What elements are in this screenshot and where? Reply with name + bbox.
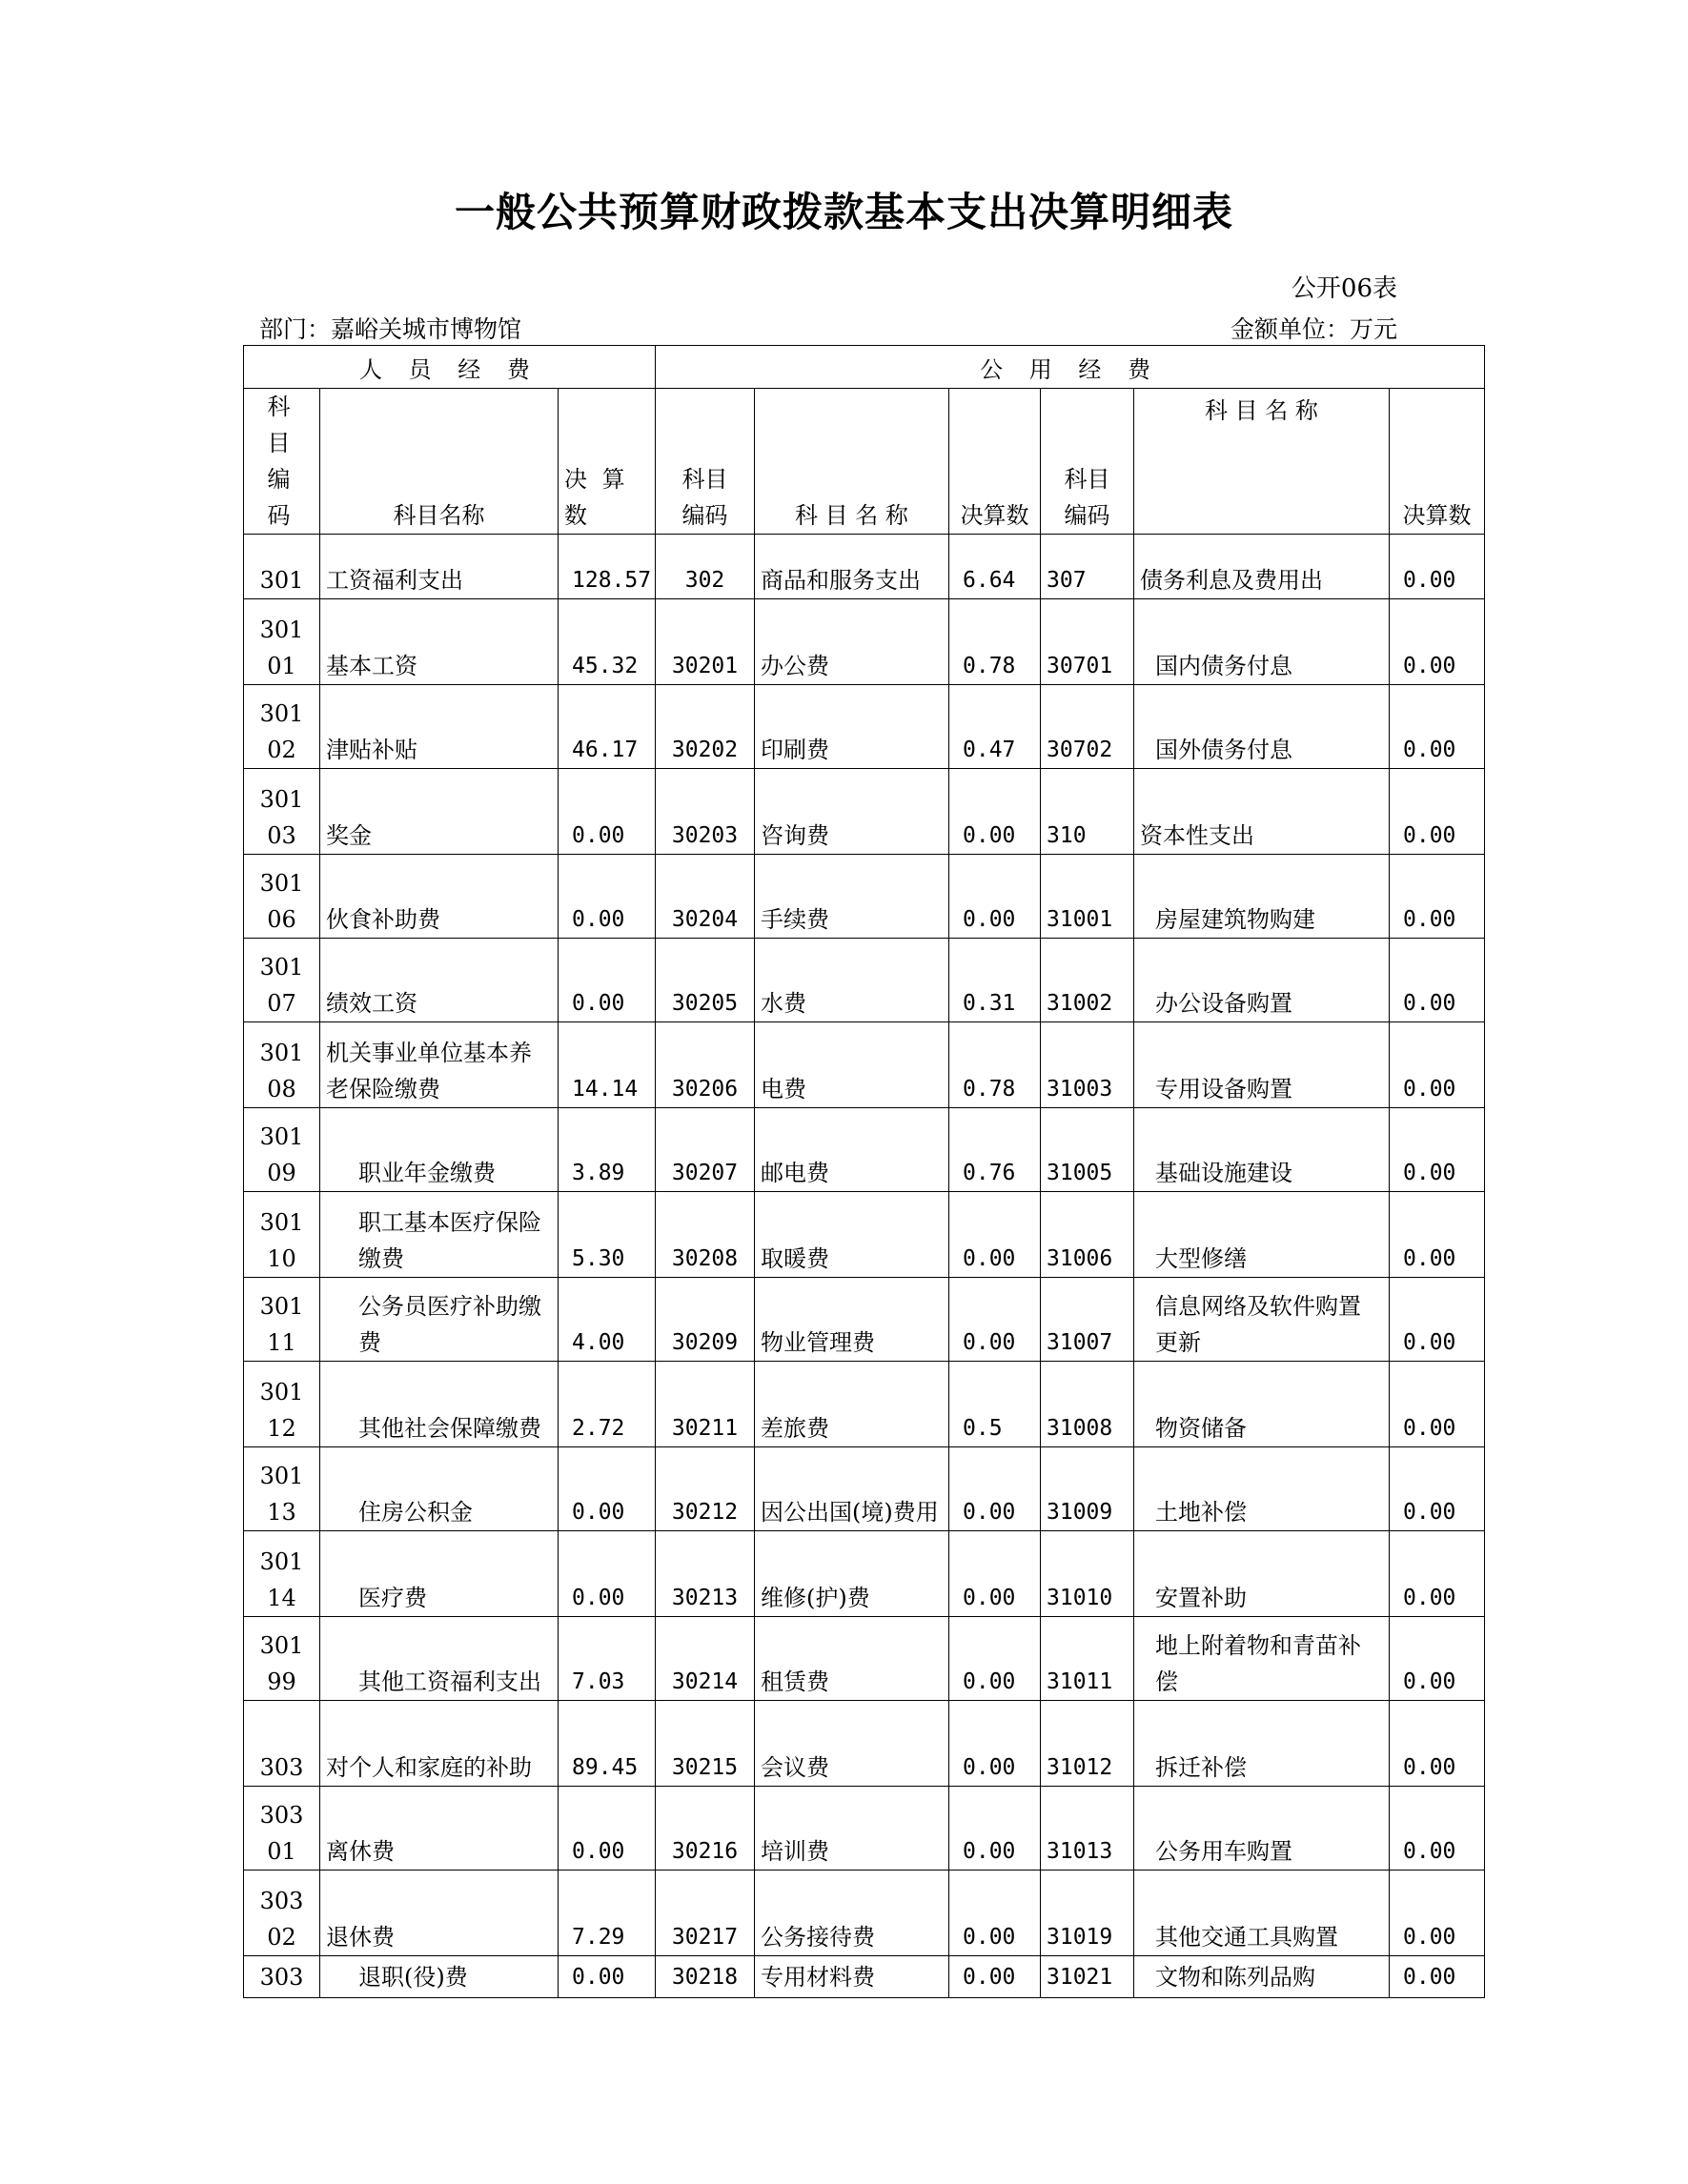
name-cell: 手续费 <box>755 855 949 939</box>
amount-cell: 0.78 <box>949 599 1041 685</box>
amount-cell: 0.00 <box>949 769 1041 855</box>
name-cell: 取暖费 <box>755 1192 949 1278</box>
code-cell: 30208 <box>656 1192 755 1278</box>
amount-cell: 0.00 <box>1390 1362 1485 1447</box>
code-cell: 301 10 <box>244 1192 320 1278</box>
code-cell: 31001 <box>1041 855 1134 939</box>
section-public: 公 用 经 费 <box>656 346 1485 389</box>
name-cell: 债务利息及费用出 <box>1134 535 1390 599</box>
name-cell: 安置补助 <box>1134 1531 1390 1617</box>
amount-cell: 0.00 <box>1390 1701 1485 1787</box>
amount-cell: 0.00 <box>1390 1192 1485 1278</box>
name-cell: 工资福利支出 <box>320 535 559 599</box>
code-cell: 30701 <box>1041 599 1134 685</box>
name-cell: 对个人和家庭的补助 <box>320 1701 559 1787</box>
code-cell: 303 01 <box>244 1787 320 1871</box>
code-cell: 31013 <box>1041 1787 1134 1871</box>
name-cell: 因公出国(境)费用 <box>755 1447 949 1531</box>
name-cell: 公务接待费 <box>755 1871 949 1956</box>
name-cell: 国外债务付息 <box>1134 685 1390 769</box>
code-cell: 301 <box>244 535 320 599</box>
code-cell: 307 <box>1041 535 1134 599</box>
table-row <box>244 1701 1485 1787</box>
table-row <box>244 1108 1485 1192</box>
name-cell: 资本性支出 <box>1134 769 1390 855</box>
code-cell: 30206 <box>656 1022 755 1108</box>
amount-cell: 0.00 <box>1390 1278 1485 1362</box>
name-cell: 绩效工资 <box>320 939 559 1022</box>
name-cell: 水费 <box>755 939 949 1022</box>
amount-cell: 0.00 <box>949 1617 1041 1701</box>
amount-cell: 0.00 <box>1390 1531 1485 1617</box>
name-cell: 地上附着物和青苗补偿 <box>1134 1617 1390 1701</box>
amount-cell: 0.00 <box>559 855 656 939</box>
amount-cell: 0.00 <box>949 1701 1041 1787</box>
name-cell: 大型修缮 <box>1134 1192 1390 1278</box>
amount-cell: 7.03 <box>559 1617 656 1701</box>
code-cell: 301 99 <box>244 1617 320 1701</box>
code-cell: 30205 <box>656 939 755 1022</box>
code-cell: 30209 <box>656 1278 755 1362</box>
code-cell: 31021 <box>1041 1956 1134 1998</box>
code-cell: 30215 <box>656 1701 755 1787</box>
code-cell: 302 <box>656 535 755 599</box>
name-cell: 租赁费 <box>755 1617 949 1701</box>
code-cell: 301 09 <box>244 1108 320 1192</box>
col-name3: 科 目 名 称 <box>1134 389 1390 535</box>
amount-cell: 5.30 <box>559 1192 656 1278</box>
amount-cell: 0.00 <box>949 1787 1041 1871</box>
name-cell: 住房公积金 <box>320 1447 559 1531</box>
code-cell: 30217 <box>656 1871 755 1956</box>
code-cell: 30702 <box>1041 685 1134 769</box>
table-row <box>244 855 1485 939</box>
code-cell: 30216 <box>656 1787 755 1871</box>
amount-cell: 0.00 <box>559 1787 656 1871</box>
name-cell: 机关事业单位基本养老保险缴费 <box>320 1022 559 1108</box>
amount-cell: 0.00 <box>1390 1617 1485 1701</box>
amount-cell: 0.78 <box>949 1022 1041 1108</box>
amount-cell: 14.14 <box>559 1022 656 1108</box>
code-cell: 31007 <box>1041 1278 1134 1362</box>
amount-cell: 0.00 <box>1390 1022 1485 1108</box>
amount-cell: 0.00 <box>559 1531 656 1617</box>
amount-cell: 0.00 <box>949 1192 1041 1278</box>
col-name2: 科 目 名 称 <box>755 389 949 535</box>
amount-cell: 0.00 <box>949 1447 1041 1531</box>
name-cell: 离休费 <box>320 1787 559 1871</box>
amount-cell: 0.00 <box>559 1447 656 1531</box>
table-row <box>244 1617 1485 1701</box>
col-code2: 科目 编码 <box>656 389 755 535</box>
amount-cell: 0.00 <box>949 855 1041 939</box>
code-cell: 31010 <box>1041 1531 1134 1617</box>
amount-cell: 0.00 <box>559 1956 656 1998</box>
amount-cell: 0.00 <box>1390 1956 1485 1998</box>
col-name1: 科目名称 <box>320 389 559 535</box>
amount-cell: 0.00 <box>1390 685 1485 769</box>
code-cell: 303 <box>244 1701 320 1787</box>
name-cell: 奖金 <box>320 769 559 855</box>
amount-cell: 0.00 <box>949 1871 1041 1956</box>
section-header-row <box>244 346 1485 389</box>
name-cell: 会议费 <box>755 1701 949 1787</box>
page-title: 一般公共预算财政拨款基本支出决算明细表 <box>454 189 1233 235</box>
code-cell: 31008 <box>1041 1362 1134 1447</box>
code-cell: 301 11 <box>244 1278 320 1362</box>
code-cell: 301 07 <box>244 939 320 1022</box>
name-cell: 邮电费 <box>755 1108 949 1192</box>
code-cell: 30212 <box>656 1447 755 1531</box>
table-row <box>244 535 1485 599</box>
amount-cell: 89.45 <box>559 1701 656 1787</box>
amount-cell: 0.00 <box>1390 599 1485 685</box>
table-row <box>244 1447 1485 1531</box>
name-cell: 津贴补贴 <box>320 685 559 769</box>
name-cell: 职业年金缴费 <box>320 1108 559 1192</box>
expenditure-table <box>243 345 1485 1998</box>
code-cell: 301 14 <box>244 1531 320 1617</box>
name-cell: 商品和服务支出 <box>755 535 949 599</box>
name-cell: 基础设施建设 <box>1134 1108 1390 1192</box>
code-cell: 30203 <box>656 769 755 855</box>
code-cell: 301 03 <box>244 769 320 855</box>
name-cell: 土地补偿 <box>1134 1447 1390 1531</box>
table-row <box>244 769 1485 855</box>
amount-cell: 7.29 <box>559 1871 656 1956</box>
table-row <box>244 1022 1485 1108</box>
unit-label: 金额单位：万元 <box>1230 315 1397 343</box>
code-cell: 30202 <box>656 685 755 769</box>
amount-cell: 46.17 <box>559 685 656 769</box>
col-amt2: 决算数 <box>949 389 1041 535</box>
name-cell: 职工基本医疗保险缴费 <box>320 1192 559 1278</box>
amount-cell: 3.89 <box>559 1108 656 1192</box>
amount-cell: 2.72 <box>559 1362 656 1447</box>
amount-cell: 0.31 <box>949 939 1041 1022</box>
table-row <box>244 1871 1485 1956</box>
amount-cell: 128.57 <box>559 535 656 599</box>
name-cell: 物资储备 <box>1134 1362 1390 1447</box>
code-cell: 30214 <box>656 1617 755 1701</box>
section-personnel: 人 员 经 费 <box>244 346 656 389</box>
name-cell: 培训费 <box>755 1787 949 1871</box>
code-cell: 301 02 <box>244 685 320 769</box>
amount-cell: 0.00 <box>1390 769 1485 855</box>
name-cell: 差旅费 <box>755 1362 949 1447</box>
code-cell: 31006 <box>1041 1192 1134 1278</box>
amount-cell: 0.47 <box>949 685 1041 769</box>
name-cell: 退职(役)费 <box>320 1956 559 1998</box>
amount-cell: 6.64 <box>949 535 1041 599</box>
code-cell: 301 01 <box>244 599 320 685</box>
code-cell: 301 06 <box>244 855 320 939</box>
code-cell: 31011 <box>1041 1617 1134 1701</box>
amount-cell: 0.00 <box>1390 1787 1485 1871</box>
col-code1: 科 目 编 码 <box>244 389 320 535</box>
name-cell: 信息网络及软件购置更新 <box>1134 1278 1390 1362</box>
name-cell: 退休费 <box>320 1871 559 1956</box>
amount-cell: 0.5 <box>949 1362 1041 1447</box>
code-cell: 31003 <box>1041 1022 1134 1108</box>
code-cell: 31005 <box>1041 1108 1134 1192</box>
code-cell: 30211 <box>656 1362 755 1447</box>
amount-cell: 0.00 <box>949 1531 1041 1617</box>
name-cell: 办公设备购置 <box>1134 939 1390 1022</box>
amount-cell: 0.76 <box>949 1108 1041 1192</box>
amount-cell: 0.00 <box>1390 939 1485 1022</box>
amount-cell: 0.00 <box>1390 1871 1485 1956</box>
form-number: 公开06表 <box>1291 274 1397 303</box>
name-cell: 维修(护)费 <box>755 1531 949 1617</box>
name-cell: 伙食补助费 <box>320 855 559 939</box>
name-cell: 办公费 <box>755 599 949 685</box>
name-cell: 其他工资福利支出 <box>320 1617 559 1701</box>
name-cell: 公务员医疗补助缴费 <box>320 1278 559 1362</box>
table-row <box>244 685 1485 769</box>
name-cell: 基本工资 <box>320 599 559 685</box>
name-cell: 房屋建筑物购建 <box>1134 855 1390 939</box>
code-cell: 31019 <box>1041 1871 1134 1956</box>
amount-cell: 0.00 <box>1390 1447 1485 1531</box>
table-row <box>244 1956 1485 1998</box>
amount-cell: 45.32 <box>559 599 656 685</box>
code-cell: 303 02 <box>244 1871 320 1956</box>
name-cell: 其他交通工具购置 <box>1134 1871 1390 1956</box>
name-cell: 其他社会保障缴费 <box>320 1362 559 1447</box>
code-cell: 31009 <box>1041 1447 1134 1531</box>
amount-cell: 0.00 <box>1390 855 1485 939</box>
code-cell: 30201 <box>656 599 755 685</box>
amount-cell: 0.00 <box>559 939 656 1022</box>
code-cell: 30207 <box>656 1108 755 1192</box>
name-cell: 拆迁补偿 <box>1134 1701 1390 1787</box>
name-cell: 印刷费 <box>755 685 949 769</box>
name-cell: 医疗费 <box>320 1531 559 1617</box>
name-cell: 专用设备购置 <box>1134 1022 1390 1108</box>
name-cell: 物业管理费 <box>755 1278 949 1362</box>
name-cell: 国内债务付息 <box>1134 599 1390 685</box>
name-cell: 咨询费 <box>755 769 949 855</box>
table-row <box>244 1192 1485 1278</box>
amount-cell: 4.00 <box>559 1278 656 1362</box>
code-cell: 301 12 <box>244 1362 320 1447</box>
table-row <box>244 599 1485 685</box>
code-cell: 31012 <box>1041 1701 1134 1787</box>
table-row <box>244 1787 1485 1871</box>
table-row <box>244 1362 1485 1447</box>
name-cell: 专用材料费 <box>755 1956 949 1998</box>
code-cell: 310 <box>1041 769 1134 855</box>
code-cell: 30213 <box>656 1531 755 1617</box>
col-amt1: 决 算 数 <box>559 389 656 535</box>
col-code3: 科目 编码 <box>1041 389 1134 535</box>
table-row <box>244 939 1485 1022</box>
amount-cell: 0.00 <box>949 1278 1041 1362</box>
col-amt3: 决算数 <box>1390 389 1485 535</box>
amount-cell: 0.00 <box>559 769 656 855</box>
amount-cell: 0.00 <box>1390 535 1485 599</box>
column-header-row <box>244 389 1485 535</box>
code-cell: 301 08 <box>244 1022 320 1108</box>
table-row <box>244 1278 1485 1362</box>
code-cell: 301 13 <box>244 1447 320 1531</box>
department-label: 部门：嘉峪关城市博物馆 <box>259 315 522 343</box>
code-cell: 30218 <box>656 1956 755 1998</box>
name-cell: 公务用车购置 <box>1134 1787 1390 1871</box>
code-cell: 31002 <box>1041 939 1134 1022</box>
code-cell: 303 <box>244 1956 320 1998</box>
amount-cell: 0.00 <box>1390 1108 1485 1192</box>
code-cell: 30204 <box>656 855 755 939</box>
name-cell: 文物和陈列品购 <box>1134 1956 1390 1998</box>
name-cell: 电费 <box>755 1022 949 1108</box>
table-row <box>244 1531 1485 1617</box>
amount-cell: 0.00 <box>949 1956 1041 1998</box>
